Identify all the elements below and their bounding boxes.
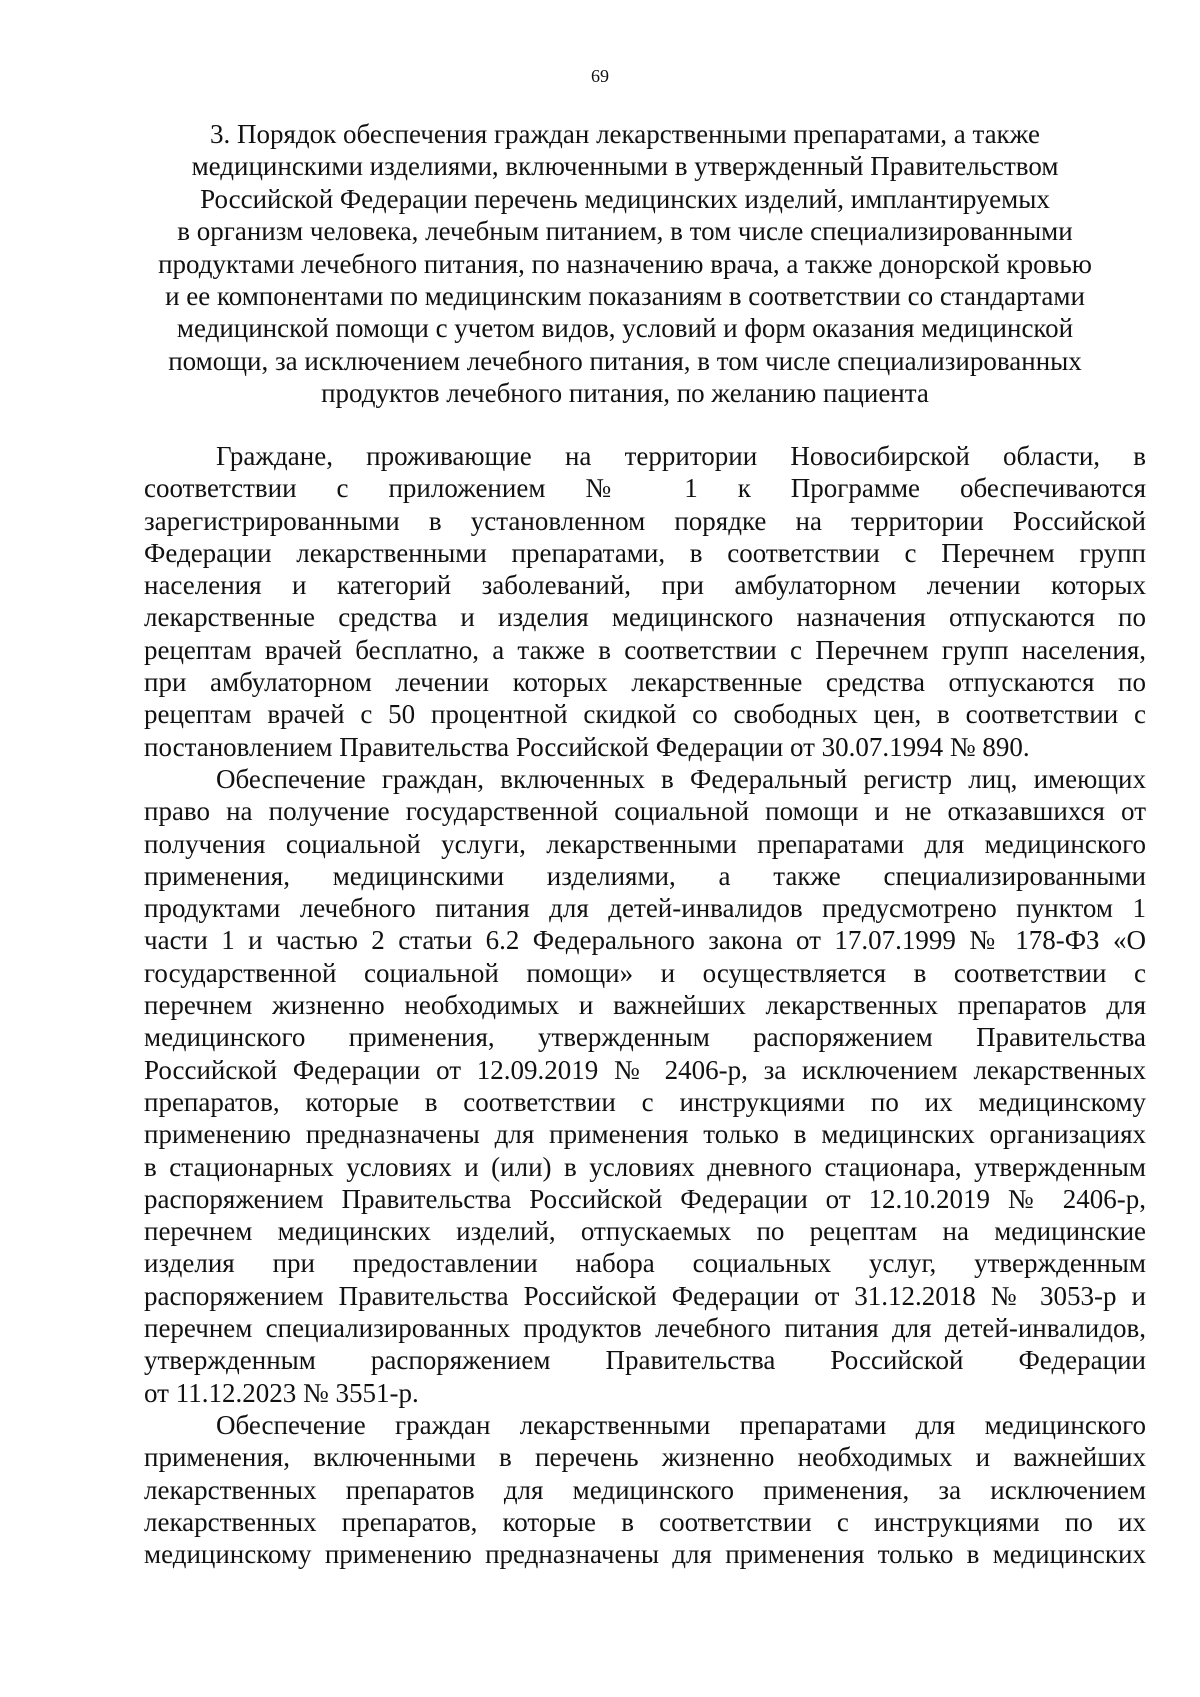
paragraph-line: рецептам врачей с 50 процентной скидкой со свободных цен, в соответствии с — [144, 699, 1146, 730]
paragraph-line: части 1 и частью 2 статьи 6.2 Федерального закона от 17.07.1999 № 178-ФЗ «О — [144, 925, 1146, 956]
paragraph-line: продуктами лечебного питания для детей-инвалидов предусмотрено пунктом 1 — [144, 893, 1146, 924]
paragraph-line: изделия при предоставлении набора социальных услуг, утвержденным — [144, 1248, 1146, 1279]
paragraph-line: лекарственные средства и изделия медицинского назначения отпускаются по — [144, 602, 1146, 633]
section-heading — [130, 118, 1120, 410]
heading-line: медицинскими изделиями, включенными в утвержденный Правительством — [191, 151, 1059, 182]
heading-line: Российской Федерации перечень медицинских изделий, имплантируемых — [200, 183, 1050, 214]
paragraph-line: Обеспечение граждан лекарственными препаратами для медицинского — [216, 1409, 1146, 1440]
paragraph-line: населения и категорий заболеваний, при амбулаторном лечении которых — [144, 570, 1146, 601]
paragraph — [144, 440, 1146, 763]
paragraph-line: перечнем жизненно необходимых и важнейших лекарственных препаратов для — [144, 990, 1146, 1021]
paragraph — [144, 1409, 1146, 1570]
paragraph-line: лекарственных препаратов для медицинского применения, за исключением — [144, 1474, 1146, 1505]
paragraph-line: рецептам врачей бесплатно, а также в соответствии с Перечнем групп населения, — [144, 634, 1146, 665]
paragraph-line: распоряжением Правительства Российской Федерации от 12.10.2019 № 2406-р, — [144, 1183, 1146, 1214]
heading-line: продуктами лечебного питания, по назначению врача, а также донорской кровью — [158, 248, 1092, 279]
paragraph-line: Граждане, проживающие на территории Новосибирской области, в — [216, 441, 1146, 471]
paragraph-line: перечнем медицинских изделий, отпускаемых по рецептам на медицинские — [144, 1216, 1146, 1247]
paragraph-line: государственной социальной помощи» и осуществляется в соответствии с — [144, 957, 1146, 988]
heading-line: в организм человека, лечебным питанием, в том числе специализированными — [177, 216, 1073, 247]
heading-line: помощи, за исключением лечебного питания, в том числе специализированных — [168, 345, 1082, 376]
heading-line: и ее компонентами по медицинским показаниям в соответствии со стандартами — [165, 281, 1085, 312]
heading-line: продуктов лечебного питания, по желанию пациента — [321, 378, 929, 409]
document-body — [144, 440, 1146, 1570]
paragraph-line: соответствии с приложением № 1 к Программе обеспечиваются — [144, 473, 1146, 504]
paragraph-line: Российской Федерации от 12.09.2019 № 2406-р, за исключением лекарственных — [144, 1054, 1146, 1085]
paragraph-line: от 11.12.2023 № 3551-р. — [144, 1377, 419, 1408]
heading-line: 3. Порядок обеспечения граждан лекарственными препаратами, а также — [210, 119, 1040, 149]
paragraph-line: в стационарных условиях и (или) в условиях дневного стационара, утвержденным — [144, 1151, 1146, 1182]
paragraph — [144, 763, 1146, 1409]
paragraph-line: лекарственных препаратов, которые в соответствии с инструкциями по их — [144, 1506, 1146, 1537]
paragraph-line: применения, включенными в перечень жизненно необходимых и важнейших — [144, 1442, 1146, 1473]
paragraph-line: право на получение государственной социальной помощи и не отказавшихся от — [144, 796, 1146, 827]
page-number: 69 — [591, 66, 609, 86]
paragraph-line: получения социальной услуги, лекарственными препаратами для медицинского — [144, 828, 1146, 859]
paragraph-line: Федерации лекарственными препаратами, в соответствии с Перечнем групп — [144, 537, 1146, 568]
paragraph-line: Обеспечение граждан, включенных в Федеральный регистр лиц, имеющих — [216, 763, 1146, 794]
paragraph-line: утвержденным распоряжением Правительства Российской Федерации — [144, 1345, 1146, 1376]
paragraph-line: постановлением Правительства Российской Федерации от 30.07.1994 № 890. — [144, 731, 1030, 762]
paragraph-line: препаратов, которые в соответствии с инструкциями по их медицинскому — [144, 1086, 1146, 1117]
paragraph-line: применению предназначены для применения только в медицинских организациях — [144, 1119, 1146, 1150]
paragraph-line: медицинскому применению предназначены для применения только в медицинских — [144, 1539, 1146, 1570]
paragraph-line: распоряжением Правительства Российской Федерации от 31.12.2018 № 3053-р и — [144, 1280, 1146, 1311]
paragraph-line: медицинского применения, утвержденным распоряжением Правительства — [144, 1022, 1146, 1053]
paragraph-line: зарегистрированными в установленном порядке на территории Российской — [144, 505, 1146, 536]
paragraph-line: перечнем специализированных продуктов лечебного питания для детей-инвалидов, — [144, 1313, 1146, 1344]
paragraph-line: при амбулаторном лечении которых лекарственные средства отпускаются по — [144, 667, 1146, 698]
paragraph-line: применения, медицинскими изделиями, а также специализированными — [144, 860, 1146, 891]
heading-line: медицинской помощи с учетом видов, условий и форм оказания медицинской — [176, 313, 1074, 344]
